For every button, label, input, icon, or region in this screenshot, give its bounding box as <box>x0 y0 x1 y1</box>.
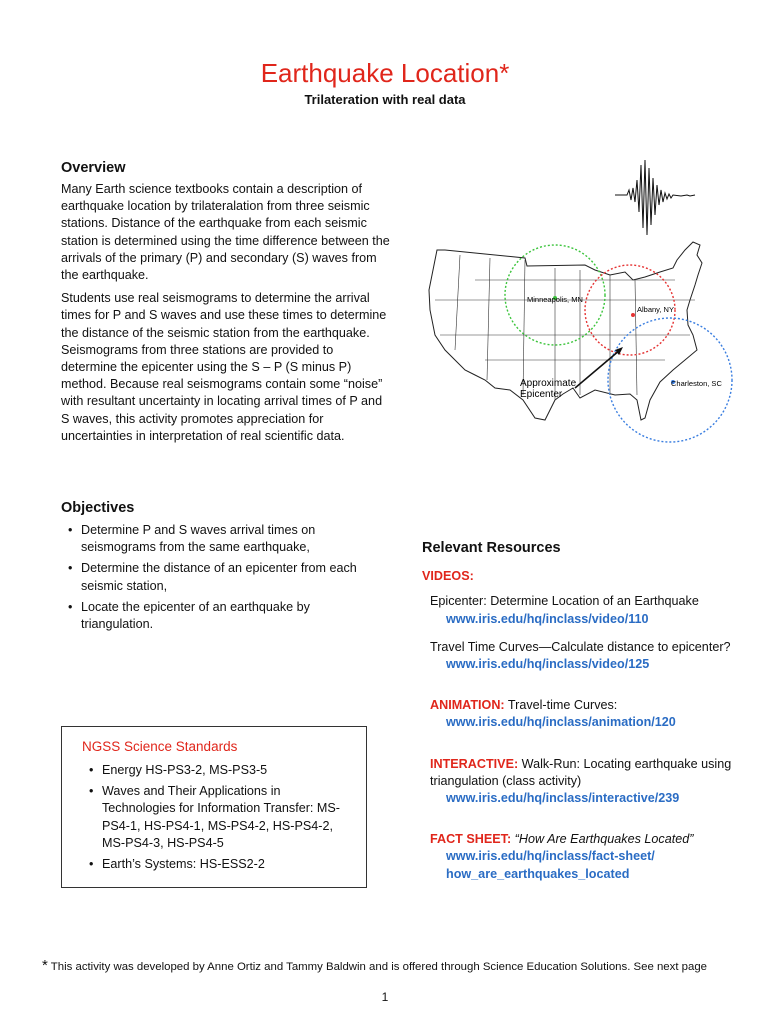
video2-title: Travel Time Curves—Calculate distance to epicenter? <box>430 639 731 654</box>
footnote <box>42 957 742 974</box>
resources-section <box>422 540 742 883</box>
page-title: Earthquake Location* <box>260 58 510 88</box>
us-map-outline <box>429 242 702 420</box>
footnote-star: * <box>42 957 48 974</box>
interactive-label: INTERACTIVE: <box>430 756 519 771</box>
epicenter-label-line2: Epicenter <box>520 389 563 400</box>
overview-paragraph-2: Students use real seismograms to determine the arrival times for P and S waves and use these times to determine the distance of the seismic station from the earthquake. Seismograms from three stations are provided to determine the epicenter using the S – P (S minus P) method. Because real seismograms contain some “noise” with resultant uncertainty in locating arrival times of P and S waves, this activity promotes appreciation for uncertainties in interpretation of real scientific data. <box>61 291 387 443</box>
station2-marker <box>631 313 635 317</box>
station1-label: Minneapolis, MN <box>527 295 583 304</box>
footnote-text: This activity was developed by Anne Ortiz and Tammy Baldwin and is offered through Science Education Solutions. See next page <box>47 961 707 973</box>
objectives-section <box>61 500 381 637</box>
animation-title: Travel-time Curves: <box>504 698 618 713</box>
objective-item: • Determine the distance of an epicenter from each seismic station, <box>61 560 381 594</box>
overview-paragraph-1: Many Earth science textbooks contain a description of earthquake location by trilateralation from three seismic stations. Distance of the earthquake from each seismic station is determined using the time difference between the arrivals of the primary (P) and secondary (S) waves from the earthquake. <box>61 182 390 283</box>
station3-label: Charleston, SC <box>671 379 722 388</box>
objectives-list <box>61 522 381 633</box>
factsheet-link-line1[interactable]: www.iris.edu/hq/inclass/fact-sheet/ <box>446 849 655 864</box>
animation-link[interactable]: www.iris.edu/hq/inclass/animation/120 <box>446 715 676 730</box>
factsheet-title: “How Are Earthquakes Located” <box>511 832 694 847</box>
video2-link[interactable]: www.iris.edu/hq/inclass/video/125 <box>446 657 650 672</box>
ngss-item: • Earth’s Systems: HS-ESS2-2 <box>82 856 352 873</box>
animation-label: ANIMATION: <box>430 698 505 713</box>
ngss-item: • Waves and Their Applications in Technologies for Information Transfer: MS-PS4-1, HS-PS4-1, MS-PS4-2, HS-PS4-2, MS-PS4-3, HS-PS4-5 <box>82 783 352 852</box>
station2-label: Albany, NY <box>637 305 674 314</box>
objective-item: • Locate the epicenter of an earthquake by triangulation. <box>61 599 381 633</box>
ngss-standards-box <box>61 726 367 888</box>
interactive-link[interactable]: www.iris.edu/hq/inclass/interactive/239 <box>446 791 680 806</box>
objective-item: • Determine P and S waves arrival times on seismograms from the same earthquake, <box>61 522 381 556</box>
factsheet-entry <box>430 831 742 848</box>
interactive-entry <box>430 756 742 790</box>
ngss-item: • Energy HS-PS3-2, MS-PS3-5 <box>82 762 352 779</box>
epicenter-map-figure <box>415 150 735 450</box>
factsheet-label: FACT SHEET: <box>430 832 512 847</box>
ngss-list <box>82 762 352 873</box>
animation-entry <box>430 697 742 714</box>
overview-heading: Overview <box>61 160 126 176</box>
video1-title: Epicenter: Determine Location of an Earthquake <box>430 594 699 609</box>
overview-section <box>61 160 391 445</box>
seismogram-icon <box>615 160 695 235</box>
ngss-title: NGSS Science Standards <box>82 739 238 754</box>
videos-label: VIDEOS: <box>422 569 474 584</box>
epicenter-label-line1: Approximate <box>520 378 577 389</box>
page-number: 1 <box>381 990 389 1004</box>
resources-heading: Relevant Resources <box>422 540 561 556</box>
video1-link[interactable]: www.iris.edu/hq/inclass/video/110 <box>446 611 649 626</box>
objectives-heading: Objectives <box>61 500 135 516</box>
page-subtitle: Trilateration with real data <box>304 92 466 107</box>
factsheet-link-line2[interactable]: how_are_earthquakes_located <box>446 866 630 881</box>
interactive-title: Walk-Run: Locating earthquake using triangulation (class activity) <box>430 756 732 788</box>
